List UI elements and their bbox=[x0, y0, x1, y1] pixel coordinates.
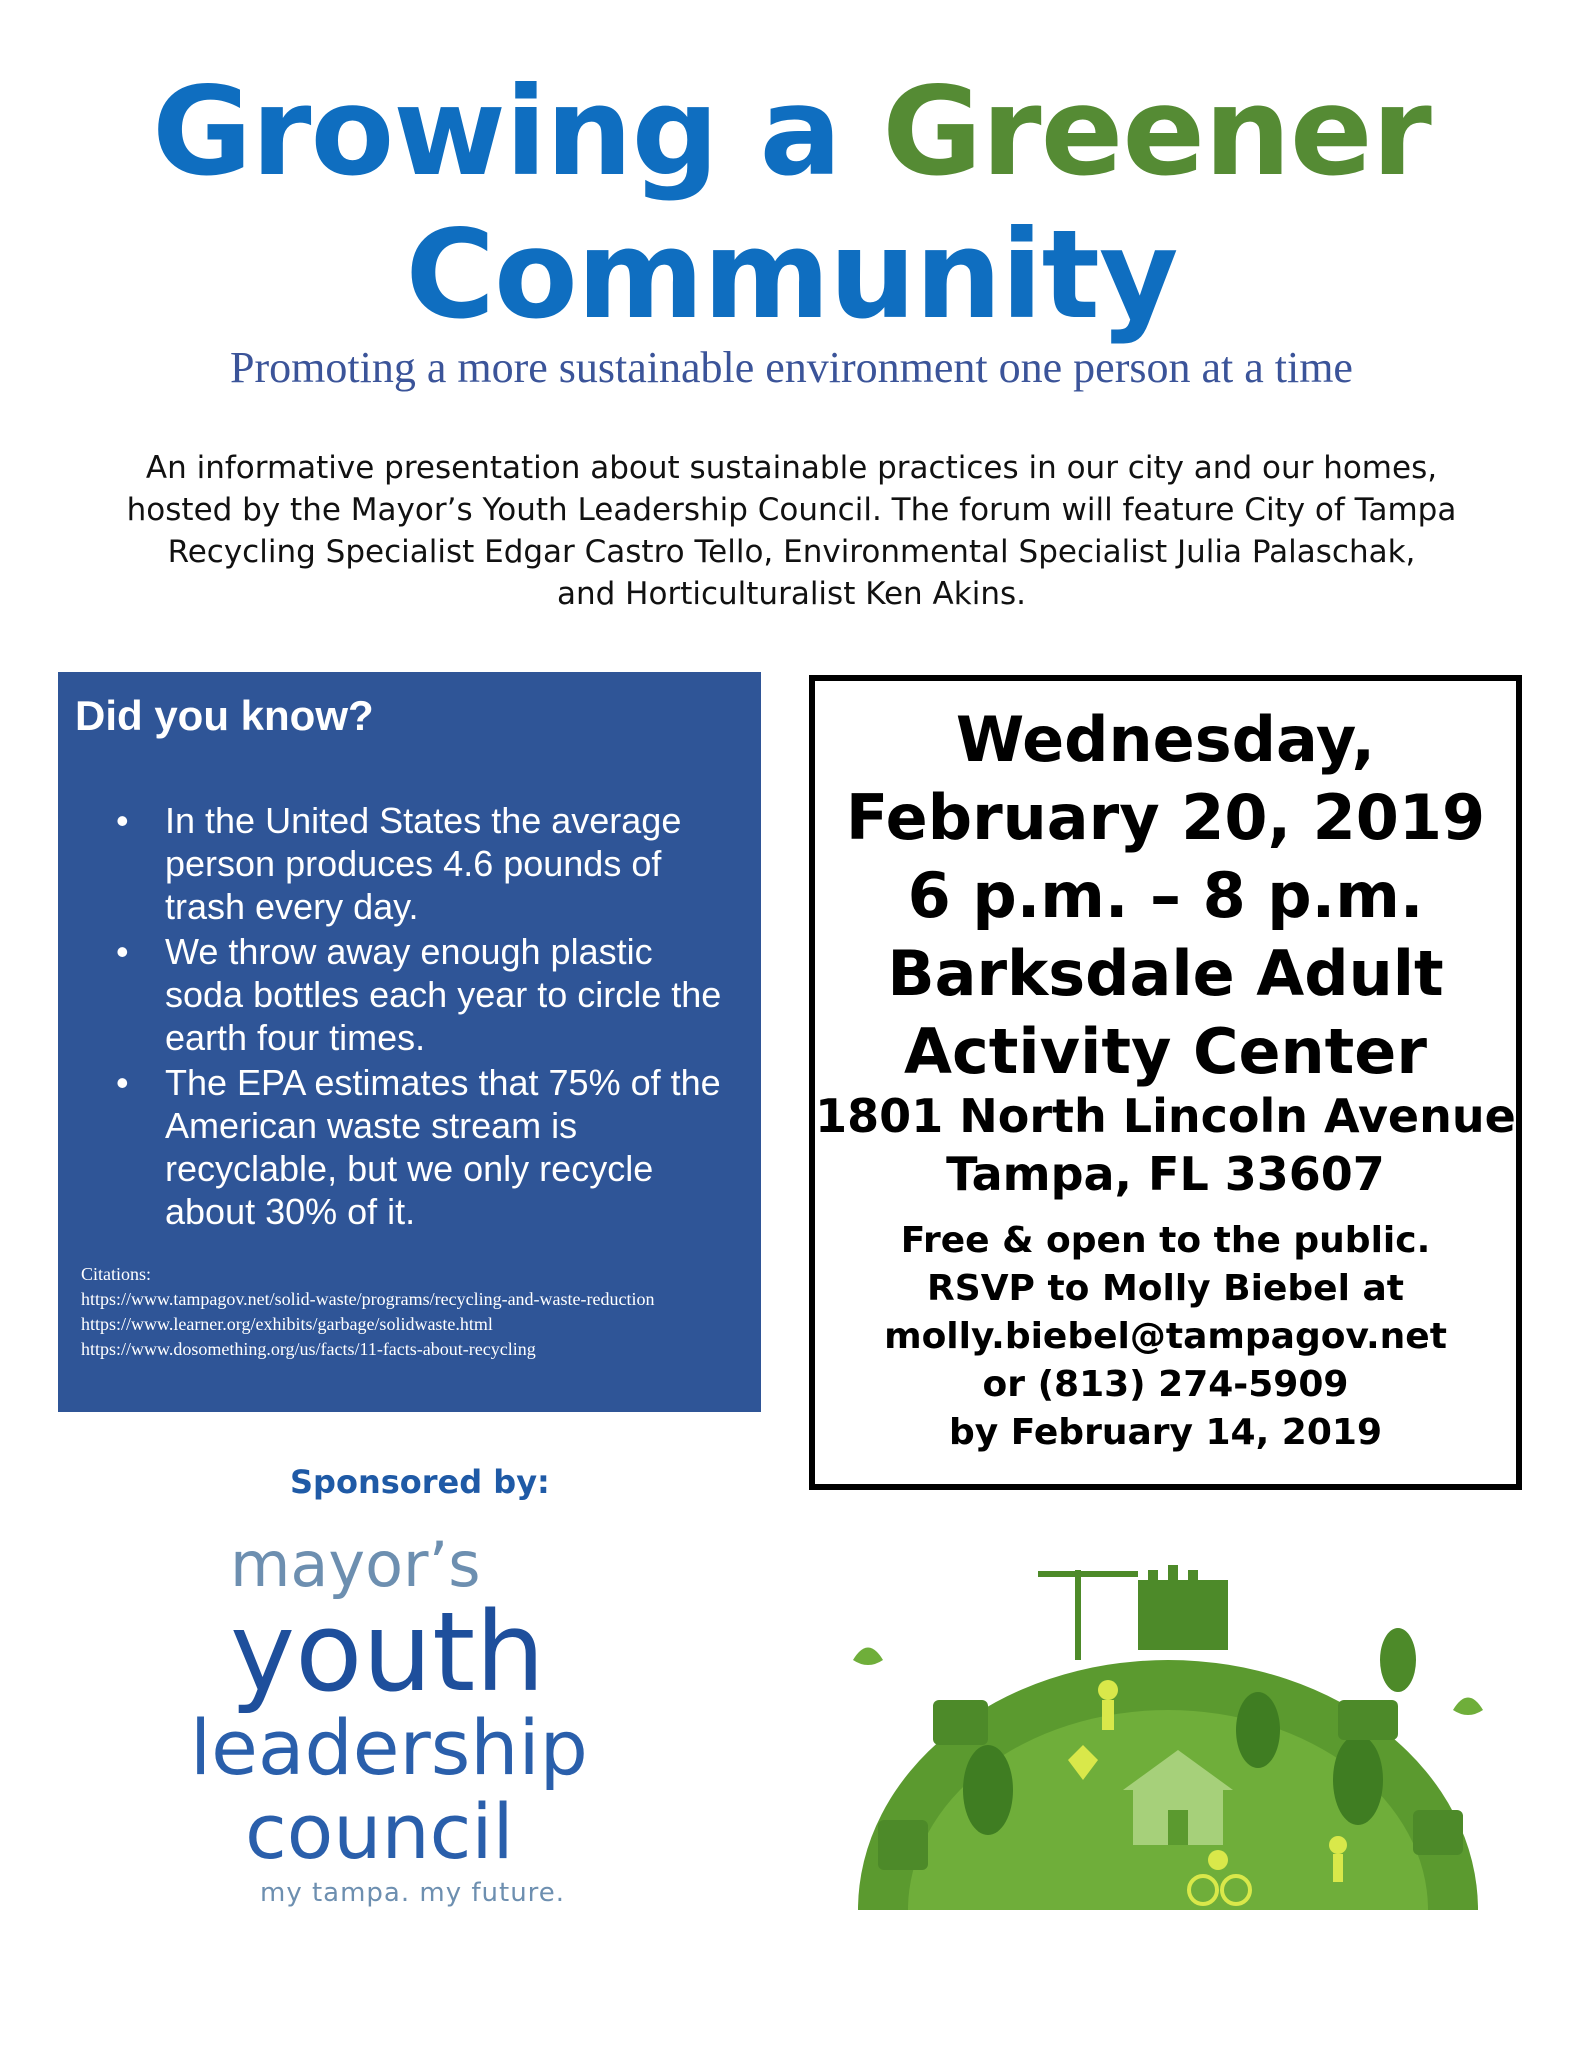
citations-label: Citations: bbox=[81, 1264, 152, 1284]
cyclist-icon bbox=[1208, 1850, 1228, 1870]
bullet-icon: • bbox=[116, 931, 129, 972]
fact-item bbox=[58, 799, 761, 928]
fact-item bbox=[58, 930, 761, 1059]
title-greener: Greener bbox=[882, 61, 1431, 203]
citations bbox=[81, 1262, 751, 1362]
tree-icon bbox=[1236, 1692, 1280, 1768]
intro-line: Recycling Specialist Edgar Castro Tello, Environmental Specialist Julia Palaschak, bbox=[167, 534, 1416, 570]
subtitle: Promoting a more sustainable environment one person at a time bbox=[230, 343, 1353, 392]
intro-paragraph bbox=[70, 447, 1513, 615]
rsvp-free-open: Free & open to the public. bbox=[900, 1220, 1431, 1261]
logo-youth: youth bbox=[230, 1588, 545, 1716]
title-growing-a: Growing a bbox=[152, 61, 841, 203]
sponsored-by-label: Sponsored by: bbox=[290, 1463, 550, 1501]
recycling-bin-icon bbox=[933, 1700, 988, 1745]
tree-icon bbox=[1333, 1735, 1383, 1825]
rsvp-contact: RSVP to Molly Biebel at bbox=[927, 1268, 1404, 1309]
event-address bbox=[815, 1087, 1516, 1203]
bullet-icon: • bbox=[116, 800, 129, 841]
truck-icon bbox=[1338, 1700, 1398, 1740]
event-address-line-1: 1801 North Lincoln Avenue bbox=[815, 1089, 1516, 1143]
fact-item bbox=[58, 1061, 761, 1233]
did-you-know-panel bbox=[58, 672, 761, 1412]
leaf-icon bbox=[853, 1648, 883, 1666]
tree-icon bbox=[963, 1745, 1013, 1835]
intro-line: and Horticulturalist Ken Akins. bbox=[557, 576, 1026, 612]
intro-line: An informative presentation about sustainable practices in our city and our homes, bbox=[145, 450, 1438, 486]
logo-mayors: mayor’s bbox=[230, 1528, 481, 1601]
event-time: 6 p.m. – 8 p.m. bbox=[907, 859, 1424, 932]
recycling-bin-icon bbox=[878, 1820, 928, 1870]
event-date: February 20, 2019 bbox=[845, 781, 1486, 854]
mayors-youth-leadership-council-logo bbox=[190, 1530, 670, 1913]
event-day: Wednesday, bbox=[955, 703, 1376, 776]
did-you-know-heading: Did you know? bbox=[75, 692, 374, 739]
person-icon bbox=[1329, 1836, 1347, 1854]
fact-text: In the United States the average person produces 4.6 pounds of trash every day. bbox=[165, 800, 682, 927]
tree-icon bbox=[1380, 1628, 1416, 1692]
event-venue-line-1: Barksdale Adult bbox=[887, 937, 1444, 1010]
event-details-box bbox=[809, 675, 1522, 1490]
citation-link[interactable]: https://www.learner.org/exhibits/garbage/solidwaste.html bbox=[81, 1314, 493, 1334]
rsvp-email[interactable]: molly.biebel@tampagov.net bbox=[884, 1316, 1447, 1357]
leaf-icon bbox=[1453, 1698, 1483, 1716]
event-rsvp bbox=[815, 1217, 1516, 1457]
event-address-line-2: Tampa, FL 33607 bbox=[946, 1147, 1385, 1201]
truck-icon bbox=[1413, 1810, 1463, 1855]
green-city-globe-icon bbox=[838, 1540, 1498, 1930]
title-line-1 bbox=[0, 62, 1583, 202]
logo-tagline: my tampa. my future. bbox=[260, 1878, 566, 1908]
factory-icon bbox=[1138, 1580, 1228, 1650]
intro-line: hosted by the Mayor’s Youth Leadership Council. The forum will feature City of Tampa bbox=[126, 492, 1457, 528]
bullet-icon: • bbox=[116, 1062, 129, 1103]
title-community: Community bbox=[405, 204, 1178, 346]
event-datetime-venue bbox=[815, 701, 1516, 1091]
logo-leadership: leadership bbox=[190, 1703, 588, 1792]
rsvp-phone: or (813) 274-5909 bbox=[982, 1364, 1349, 1405]
citation-link[interactable]: https://www.tampagov.net/solid-waste/programs/recycling-and-waste-reduction bbox=[81, 1289, 655, 1309]
fact-text: The EPA estimates that 75% of the American waste stream is recyclable, but we only recycle about 30% of it. bbox=[165, 1062, 721, 1232]
event-venue-line-2: Activity Center bbox=[904, 1015, 1427, 1088]
fact-text: We throw away enough plastic soda bottles each year to circle the earth four times. bbox=[165, 931, 722, 1058]
logo-council: council bbox=[245, 1787, 514, 1876]
facts-list bbox=[58, 799, 761, 1235]
citation-link[interactable]: https://www.dosomething.org/us/facts/11-facts-about-recycling bbox=[81, 1339, 536, 1359]
person-icon bbox=[1098, 1680, 1118, 1700]
rsvp-deadline: by February 14, 2019 bbox=[948, 1412, 1383, 1453]
